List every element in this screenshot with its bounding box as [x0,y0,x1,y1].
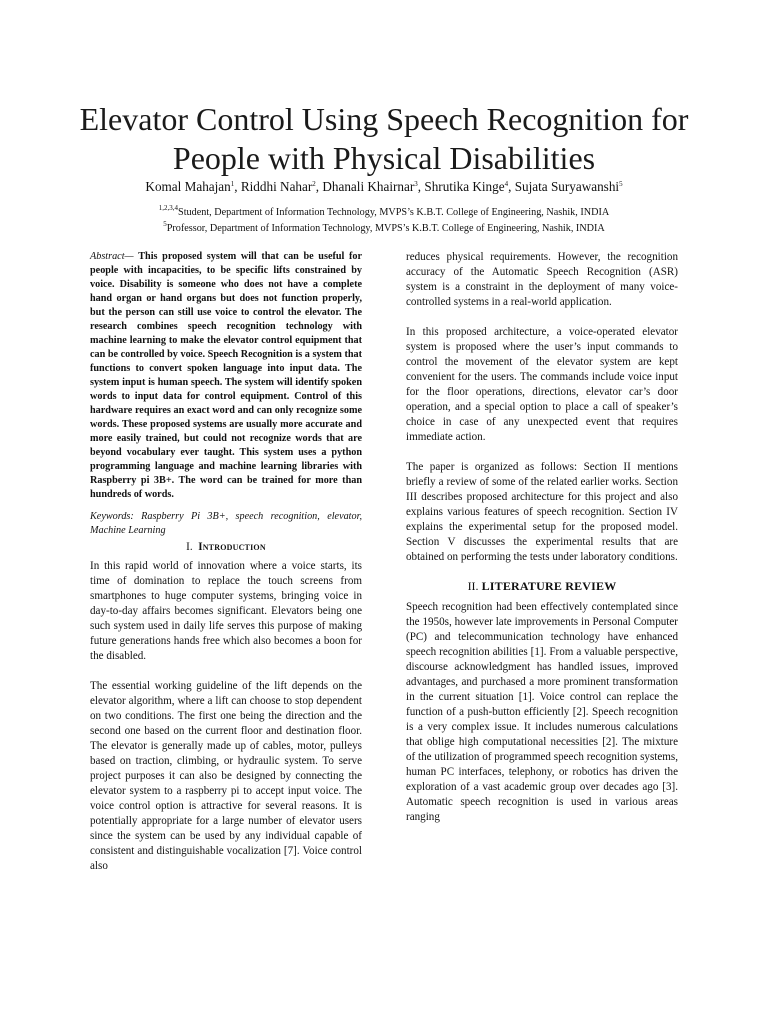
literature-paragraph-1: Speech recognition had been effectively contemplated since the 1950s, however late improvements in Personal Computer (PC) and telecommunication technology have enhanced speech recognition abilities [1]. From a valuable perspective, discourse acknowledgment has handled issues, improved advantages, and purchased a more prominent transformation in the current situation [1]. Voice control can replace the function of a push-button efficiently [2]. Speech recognition is a very complex issue. It includes numerous calculations that oblige high computational necessities [2]. The mixture of the utilization of programmed speech recognition systems, human PC interfaces, telephony, or robotics has driven the exploration of a vast academic group over decades ago [3]. Automatic speech recognition is used in various areas ranging [406,601,678,823]
author-name: Shrutika Kinge [424,179,505,194]
section-number: II. [467,579,479,593]
author-name: Dhanali Khairnar [322,179,415,194]
author-list: Komal Mahajan$^1$, Riddhi Nahar$^2$, Dhanali Khairnar$^3$, Shrutika Kinge$^4$, Sujata Suryawanshi$^5$ [145,179,623,194]
intro-paragraph-4: In this proposed architecture, a voice-operated elevator system is proposed where the user’s input commands to control the movement of the elevator system are kept convenient for the users. The commands include voice input for the floor operations, directions, elevator car’s door operation, and a special option to place a call of speaker’s choice in case of any unexpected event that requires immediate action. [406,326,678,443]
intro-paragraph-5: The paper is organized as follows: Section II mentions briefly a review of some of the related earlier works. Section III describes proposed architecture for this project and also explains various features of speech recognition. Section IV explains the experimental setup for the proposed model. Section V discusses the experimental results that are obtained on performing the tests under laboratory conditions. [406,461,678,563]
author-sup: 1 [230,180,235,188]
affiliation-text: Student, Department of Information Technology, MVPS’s K.B.T. College of Engineering, Nashik, INDIA [178,207,610,218]
author-sup: 5 [619,180,623,188]
left-column [90,250,362,874]
right-column [406,250,678,825]
section-heading-introduction [90,540,362,555]
affiliation-sup: 1,2,3,4 [158,204,179,212]
author-sup: 2 [312,180,316,188]
section-number: I. [186,541,193,553]
keywords: Keywords: Raspberry Pi 3B+, speech recognition, elevator, Machine Learning [90,511,362,536]
author-name: Komal Mahajan [145,179,231,194]
intro-paragraph-3: reduces physical requirements. However, the recognition accuracy of the Automatic Speech Recognition (ASR) system is a constraint in the deployment of many voice-controlled systems in a real-world application. [406,251,678,308]
author-sup: 3 [414,180,418,188]
author-name: Sujata Suryawanshi [514,179,620,194]
paper-title: Elevator Control Using Speech Recognition for People with Physical Disabilities [79,101,689,176]
affiliation-professor [40,222,728,236]
intro-paragraph-1: In this rapid world of innovation where a voice starts, its time of domination to replace the touch screens from smartphones to huge computer systems, bringing voice in day-to-day affairs becomes significant. Elevators being one such system used in daily life serves this purpose of making future generations hands free which also becomes a boon for the disabled. [90,560,362,662]
section-title: Introduction [198,541,266,553]
abstract-label: Abstract— [90,251,134,262]
section-heading-literature-review [406,579,678,594]
abstract [90,250,362,502]
affiliation-text: Professor, Department of Information Technology, MVPS’s K.B.T. College of Engineering, Nashik, INDIA [166,223,605,234]
affiliation-sup: 5 [163,220,167,228]
author-sup: 4 [504,180,509,188]
intro-paragraph-2: The essential working guideline of the lift depends on the elevator algorithm, where a lift can choose to stop dependent on two conditions. The first one being the direction and the second one based on the current floor and destination floor. The elevator is generally made up of cables, motor, pulleys based on traction, climbing, or hydraulic system. To serve project purposes it can also be designed by connecting the elevator system to a raspberry pi to accept input voice. The voice control option is attractive for several reasons. It is potentially appropriate for a large number of elevator users since the system can be used by any individual capable of consistent and distinguishable vocalization [7]. Voice control also [90,680,362,872]
author-name: Riddhi Nahar [240,179,313,194]
affiliation-students [40,206,728,220]
section-title: LITERATURE REVIEW [481,579,617,593]
abstract-text: This proposed system will that can be useful for people with incapacities, to be specific lifts constrained by voice. Disability is someone who does not have a complete hand organ or hand organs but does not function properly, but the person can still use voice to control the elevator. The research combines speech recognition technology with machine learning to make the elevator control equipment that can be controlled by voice. Speech Recognition is a system that functions to convert spoken language into input data. The system input is human speech. The system will identify spoken words to input data for control equipment. Control of this hardware requires an exact word and can only recognize some words. These proposed systems are usually more accurate and more easily trained, but could not recognize words that are beyond vocabulary ever taught. This system uses a python programming language and machine learning libraries with Raspberry pi 3B+. The word can be trained for more than hundreds of words. [90,251,363,500]
